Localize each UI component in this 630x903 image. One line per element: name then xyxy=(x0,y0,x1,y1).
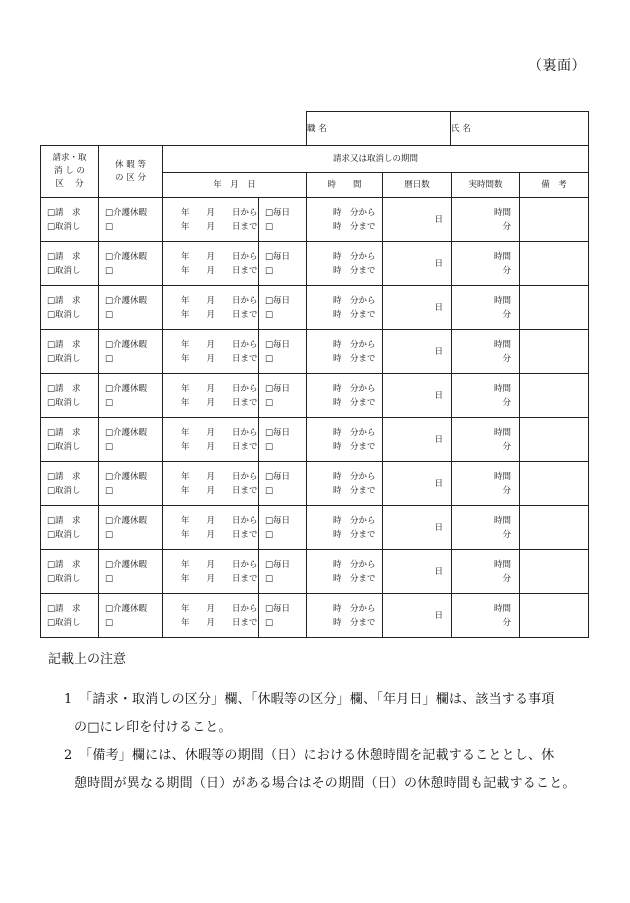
name-label: 氏 名 xyxy=(451,123,471,134)
request-checkbox[interactable]: □請 求 xyxy=(47,207,81,218)
time-to: 時 分まで xyxy=(333,221,376,232)
page-side-label: （裏面） xyxy=(528,58,586,74)
hour-unit: 時間 xyxy=(493,207,511,218)
time-from: 時 分から xyxy=(333,339,376,350)
calendar-days-cell[interactable] xyxy=(383,286,452,330)
leave-type-cell[interactable] xyxy=(99,198,163,242)
daily-cell[interactable] xyxy=(259,462,307,506)
date-to: 年 月 日まで xyxy=(181,221,258,232)
request-checkbox[interactable]: □請 求 xyxy=(47,559,81,570)
request-checkbox[interactable]: □請 求 xyxy=(47,339,81,350)
date-cell[interactable] xyxy=(163,506,259,550)
care-leave-checkbox[interactable]: □介護休暇 xyxy=(105,207,148,218)
leave-type-cell[interactable] xyxy=(99,286,163,330)
calendar-days-cell[interactable] xyxy=(383,506,452,550)
request-type-cell[interactable] xyxy=(41,242,99,286)
date-from: 年 月 日から xyxy=(181,559,258,570)
time-to: 時 分まで xyxy=(333,353,376,364)
date-from: 年 月 日から xyxy=(181,427,258,438)
cancel-checkbox[interactable]: □取消し xyxy=(47,353,81,364)
actual-hours-cell[interactable] xyxy=(452,418,520,462)
care-leave-checkbox[interactable]: □介護休暇 xyxy=(105,515,148,526)
date-from: 年 月 日から xyxy=(181,471,258,482)
minute-unit: 分 xyxy=(502,617,511,628)
time-cell[interactable] xyxy=(307,286,383,330)
time-to: 時 分まで xyxy=(333,309,376,320)
date-cell[interactable] xyxy=(163,198,259,242)
request-type-cell[interactable] xyxy=(41,506,99,550)
date-to: 年 月 日まで xyxy=(181,529,258,540)
cancel-checkbox[interactable]: □取消し xyxy=(47,309,81,320)
actual-hours-cell[interactable] xyxy=(452,506,520,550)
other-leave-checkbox[interactable]: □ xyxy=(105,265,114,276)
date-cell[interactable] xyxy=(163,242,259,286)
request-checkbox[interactable]: □請 求 xyxy=(47,515,81,526)
request-checkbox[interactable]: □請 求 xyxy=(47,251,81,262)
minute-unit: 分 xyxy=(502,529,511,540)
date-to: 年 月 日まで xyxy=(181,441,258,452)
hour-unit: 時間 xyxy=(493,515,511,526)
request-checkbox[interactable]: □請 求 xyxy=(47,603,81,614)
time-from: 時 分から xyxy=(333,207,376,218)
cancel-checkbox[interactable]: □取消し xyxy=(47,221,81,232)
actual-hours-cell[interactable] xyxy=(452,594,520,638)
header-table xyxy=(306,111,589,146)
notes-title: 記載上の注意 xyxy=(48,652,127,667)
col-leave-type-header: 休 暇 等 の 区 分 xyxy=(99,146,163,198)
date-from: 年 月 日から xyxy=(181,515,258,526)
date-from: 年 月 日から xyxy=(181,295,258,306)
actual-hours-cell[interactable] xyxy=(452,330,520,374)
care-leave-checkbox[interactable]: □介護休暇 xyxy=(105,427,148,438)
time-cell[interactable] xyxy=(307,242,383,286)
period-header: 請求又は取消しの期間 xyxy=(163,146,589,173)
col-time-header: 時 間 xyxy=(307,173,383,198)
calendar-days-cell[interactable] xyxy=(383,330,452,374)
time-from: 時 分から xyxy=(333,251,376,262)
minute-unit: 分 xyxy=(502,573,511,584)
date-cell[interactable] xyxy=(163,418,259,462)
request-checkbox[interactable]: □請 求 xyxy=(47,295,81,306)
minute-unit: 分 xyxy=(502,397,511,408)
cancel-checkbox[interactable]: □取消し xyxy=(47,573,81,584)
date-cell[interactable] xyxy=(163,594,259,638)
time-from: 時 分から xyxy=(333,603,376,614)
hour-unit: 時間 xyxy=(493,251,511,262)
remarks-cell[interactable] xyxy=(520,198,589,242)
day-unit: 日 xyxy=(434,478,443,489)
day-unit: 日 xyxy=(434,434,443,445)
hour-unit: 時間 xyxy=(493,383,511,394)
day-unit: 日 xyxy=(434,214,443,225)
leave-row xyxy=(41,594,589,638)
remarks-cell[interactable] xyxy=(520,242,589,286)
minute-unit: 分 xyxy=(502,441,511,452)
leave-type-cell[interactable] xyxy=(99,594,163,638)
note-2-line-1: 2 「備考」欄には、休暇等の期間（日）における休憩時間を記載することとし、休 xyxy=(64,748,555,763)
daily-checkbox[interactable]: □毎日 xyxy=(265,427,291,438)
leave-row xyxy=(41,506,589,550)
request-type-cell[interactable] xyxy=(41,374,99,418)
date-cell[interactable] xyxy=(163,330,259,374)
time-from: 時 分から xyxy=(333,471,376,482)
daily-cell[interactable] xyxy=(259,374,307,418)
request-type-cell[interactable] xyxy=(41,330,99,374)
calendar-days-cell[interactable] xyxy=(383,462,452,506)
leave-type-cell[interactable] xyxy=(99,462,163,506)
care-leave-checkbox[interactable]: □介護休暇 xyxy=(105,559,148,570)
cancel-checkbox[interactable]: □取消し xyxy=(47,265,81,276)
date-cell[interactable] xyxy=(163,550,259,594)
leave-row xyxy=(41,462,589,506)
leave-row xyxy=(41,330,589,374)
date-to: 年 月 日まで xyxy=(181,353,258,364)
hour-unit: 時間 xyxy=(493,603,511,614)
daily-checkbox[interactable]: □毎日 xyxy=(265,295,291,306)
time-to: 時 分まで xyxy=(333,573,376,584)
date-to: 年 月 日まで xyxy=(181,265,258,276)
hour-unit: 時間 xyxy=(493,427,511,438)
minute-unit: 分 xyxy=(502,265,511,276)
daily-blank-checkbox[interactable]: □ xyxy=(265,529,274,540)
request-checkbox[interactable]: □請 求 xyxy=(47,383,81,394)
leave-row xyxy=(41,418,589,462)
calendar-days-cell[interactable] xyxy=(383,374,452,418)
date-to: 年 月 日まで xyxy=(181,573,258,584)
remarks-cell[interactable] xyxy=(520,594,589,638)
date-cell[interactable] xyxy=(163,374,259,418)
other-leave-checkbox[interactable]: □ xyxy=(105,353,114,364)
job-title-label: 職 名 xyxy=(307,123,327,134)
day-unit: 日 xyxy=(434,566,443,577)
col-actual-hours-header: 実時間数 xyxy=(452,173,520,198)
request-type-cell[interactable] xyxy=(41,198,99,242)
other-leave-checkbox[interactable]: □ xyxy=(105,573,114,584)
time-cell[interactable] xyxy=(307,550,383,594)
actual-hours-cell[interactable] xyxy=(452,198,520,242)
other-leave-checkbox[interactable]: □ xyxy=(105,221,114,232)
date-from: 年 月 日から xyxy=(181,339,258,350)
day-unit: 日 xyxy=(434,346,443,357)
daily-blank-checkbox[interactable]: □ xyxy=(265,573,274,584)
time-cell[interactable] xyxy=(307,462,383,506)
daily-blank-checkbox[interactable]: □ xyxy=(265,485,274,496)
request-type-cell[interactable] xyxy=(41,550,99,594)
care-leave-checkbox[interactable]: □介護休暇 xyxy=(105,295,148,306)
date-from: 年 月 日から xyxy=(181,207,258,218)
col-date-header: 年 月 日 xyxy=(163,173,307,198)
remarks-cell[interactable] xyxy=(520,374,589,418)
date-to: 年 月 日まで xyxy=(181,485,258,496)
care-leave-checkbox[interactable]: □介護休暇 xyxy=(105,603,148,614)
time-from: 時 分から xyxy=(333,383,376,394)
other-leave-checkbox[interactable]: □ xyxy=(105,397,114,408)
leave-type-cell[interactable] xyxy=(99,506,163,550)
remarks-cell[interactable] xyxy=(520,330,589,374)
time-to: 時 分まで xyxy=(333,485,376,496)
request-type-cell[interactable] xyxy=(41,594,99,638)
request-type-cell[interactable] xyxy=(41,462,99,506)
cancel-checkbox[interactable]: □取消し xyxy=(47,397,81,408)
cancel-checkbox[interactable]: □取消し xyxy=(47,485,81,496)
day-unit: 日 xyxy=(434,522,443,533)
actual-hours-cell[interactable] xyxy=(452,550,520,594)
daily-blank-checkbox[interactable]: □ xyxy=(265,221,274,232)
daily-checkbox[interactable]: □毎日 xyxy=(265,471,291,482)
daily-cell[interactable] xyxy=(259,506,307,550)
time-from: 時 分から xyxy=(333,559,376,570)
minute-unit: 分 xyxy=(502,221,511,232)
leave-row xyxy=(41,198,589,242)
col-request-type-header: 請求・取 消 し の 区 分 xyxy=(41,146,99,198)
cancel-checkbox[interactable]: □取消し xyxy=(47,441,81,452)
calendar-days-cell[interactable] xyxy=(383,242,452,286)
daily-cell[interactable] xyxy=(259,286,307,330)
daily-cell[interactable] xyxy=(259,550,307,594)
date-from: 年 月 日から xyxy=(181,251,258,262)
daily-blank-checkbox[interactable]: □ xyxy=(265,353,274,364)
leave-type-cell[interactable] xyxy=(99,374,163,418)
cancel-checkbox[interactable]: □取消し xyxy=(47,617,81,628)
time-from: 時 分から xyxy=(333,295,376,306)
note-1-line-2: の□にレ印を付けること。 xyxy=(74,720,232,735)
minute-unit: 分 xyxy=(502,485,511,496)
actual-hours-cell[interactable] xyxy=(452,242,520,286)
time-cell[interactable] xyxy=(307,594,383,638)
daily-checkbox[interactable]: □毎日 xyxy=(265,603,291,614)
time-to: 時 分まで xyxy=(333,617,376,628)
day-unit: 日 xyxy=(434,302,443,313)
request-checkbox[interactable]: □請 求 xyxy=(47,471,81,482)
calendar-days-cell[interactable] xyxy=(383,594,452,638)
leave-row xyxy=(41,374,589,418)
time-to: 時 分まで xyxy=(333,265,376,276)
hour-unit: 時間 xyxy=(493,559,511,570)
actual-hours-cell[interactable] xyxy=(452,286,520,330)
daily-checkbox[interactable]: □毎日 xyxy=(265,207,291,218)
leave-request-table xyxy=(40,145,589,638)
daily-checkbox[interactable]: □毎日 xyxy=(265,515,291,526)
other-leave-checkbox[interactable]: □ xyxy=(105,617,114,628)
time-cell[interactable] xyxy=(307,374,383,418)
actual-hours-cell[interactable] xyxy=(452,462,520,506)
time-cell[interactable] xyxy=(307,330,383,374)
date-from: 年 月 日から xyxy=(181,383,258,394)
remarks-cell[interactable] xyxy=(520,462,589,506)
care-leave-checkbox[interactable]: □介護休暇 xyxy=(105,339,148,350)
hour-unit: 時間 xyxy=(493,471,511,482)
care-leave-checkbox[interactable]: □介護休暇 xyxy=(105,383,148,394)
leave-row xyxy=(41,550,589,594)
daily-blank-checkbox[interactable]: □ xyxy=(265,397,274,408)
cancel-checkbox[interactable]: □取消し xyxy=(47,529,81,540)
daily-cell[interactable] xyxy=(259,330,307,374)
col-calendar-days-header: 暦日数 xyxy=(383,173,452,198)
date-to: 年 月 日まで xyxy=(181,617,258,628)
time-to: 時 分まで xyxy=(333,529,376,540)
remarks-cell[interactable] xyxy=(520,418,589,462)
remarks-cell[interactable] xyxy=(520,550,589,594)
daily-cell[interactable] xyxy=(259,242,307,286)
date-to: 年 月 日まで xyxy=(181,397,258,408)
calendar-days-cell[interactable] xyxy=(383,418,452,462)
job-title-field[interactable] xyxy=(307,112,451,146)
daily-cell[interactable] xyxy=(259,198,307,242)
daily-blank-checkbox[interactable]: □ xyxy=(265,617,274,628)
other-leave-checkbox[interactable]: □ xyxy=(105,309,114,320)
date-from: 年 月 日から xyxy=(181,603,258,614)
calendar-days-cell[interactable] xyxy=(383,550,452,594)
note-1-line-1: 1 「請求・取消しの区分」欄、「休暇等の区分」欄、「年月日」欄は、該当する事項 xyxy=(64,692,555,707)
leave-type-cell[interactable] xyxy=(99,550,163,594)
time-from: 時 分から xyxy=(333,427,376,438)
request-checkbox[interactable]: □請 求 xyxy=(47,427,81,438)
daily-checkbox[interactable]: □毎日 xyxy=(265,383,291,394)
minute-unit: 分 xyxy=(502,353,511,364)
request-type-cell[interactable] xyxy=(41,418,99,462)
daily-checkbox[interactable]: □毎日 xyxy=(265,339,291,350)
time-from: 時 分から xyxy=(333,515,376,526)
calendar-days-cell[interactable] xyxy=(383,198,452,242)
day-unit: 日 xyxy=(434,390,443,401)
daily-cell[interactable] xyxy=(259,418,307,462)
daily-checkbox[interactable]: □毎日 xyxy=(265,251,291,262)
note-2-line-2: 憩時間が異なる期間（日）がある場合はその期間（日）の休憩時間も記載すること。 xyxy=(74,776,576,791)
daily-cell[interactable] xyxy=(259,594,307,638)
care-leave-checkbox[interactable]: □介護休暇 xyxy=(105,251,148,262)
date-to: 年 月 日まで xyxy=(181,309,258,320)
leave-type-cell[interactable] xyxy=(99,418,163,462)
time-to: 時 分まで xyxy=(333,441,376,452)
time-cell[interactable] xyxy=(307,506,383,550)
actual-hours-cell[interactable] xyxy=(452,374,520,418)
hour-unit: 時間 xyxy=(493,295,511,306)
other-leave-checkbox[interactable]: □ xyxy=(105,485,114,496)
leave-type-cell[interactable] xyxy=(99,242,163,286)
day-unit: 日 xyxy=(434,258,443,269)
hour-unit: 時間 xyxy=(493,339,511,350)
remarks-cell[interactable] xyxy=(520,506,589,550)
daily-blank-checkbox[interactable]: □ xyxy=(265,309,274,320)
daily-blank-checkbox[interactable]: □ xyxy=(265,265,274,276)
col-remarks-header: 備 考 xyxy=(520,173,589,198)
other-leave-checkbox[interactable]: □ xyxy=(105,441,114,452)
other-leave-checkbox[interactable]: □ xyxy=(105,529,114,540)
time-to: 時 分まで xyxy=(333,397,376,408)
minute-unit: 分 xyxy=(502,309,511,320)
leave-row xyxy=(41,242,589,286)
leave-type-cell[interactable] xyxy=(99,330,163,374)
care-leave-checkbox[interactable]: □介護休暇 xyxy=(105,471,148,482)
daily-blank-checkbox[interactable]: □ xyxy=(265,441,274,452)
name-field[interactable] xyxy=(451,112,589,146)
day-unit: 日 xyxy=(434,610,443,621)
request-type-cell[interactable] xyxy=(41,286,99,330)
time-cell[interactable] xyxy=(307,418,383,462)
remarks-cell[interactable] xyxy=(520,286,589,330)
time-cell[interactable] xyxy=(307,198,383,242)
date-cell[interactable] xyxy=(163,286,259,330)
leave-row xyxy=(41,286,589,330)
daily-checkbox[interactable]: □毎日 xyxy=(265,559,291,570)
date-cell[interactable] xyxy=(163,462,259,506)
